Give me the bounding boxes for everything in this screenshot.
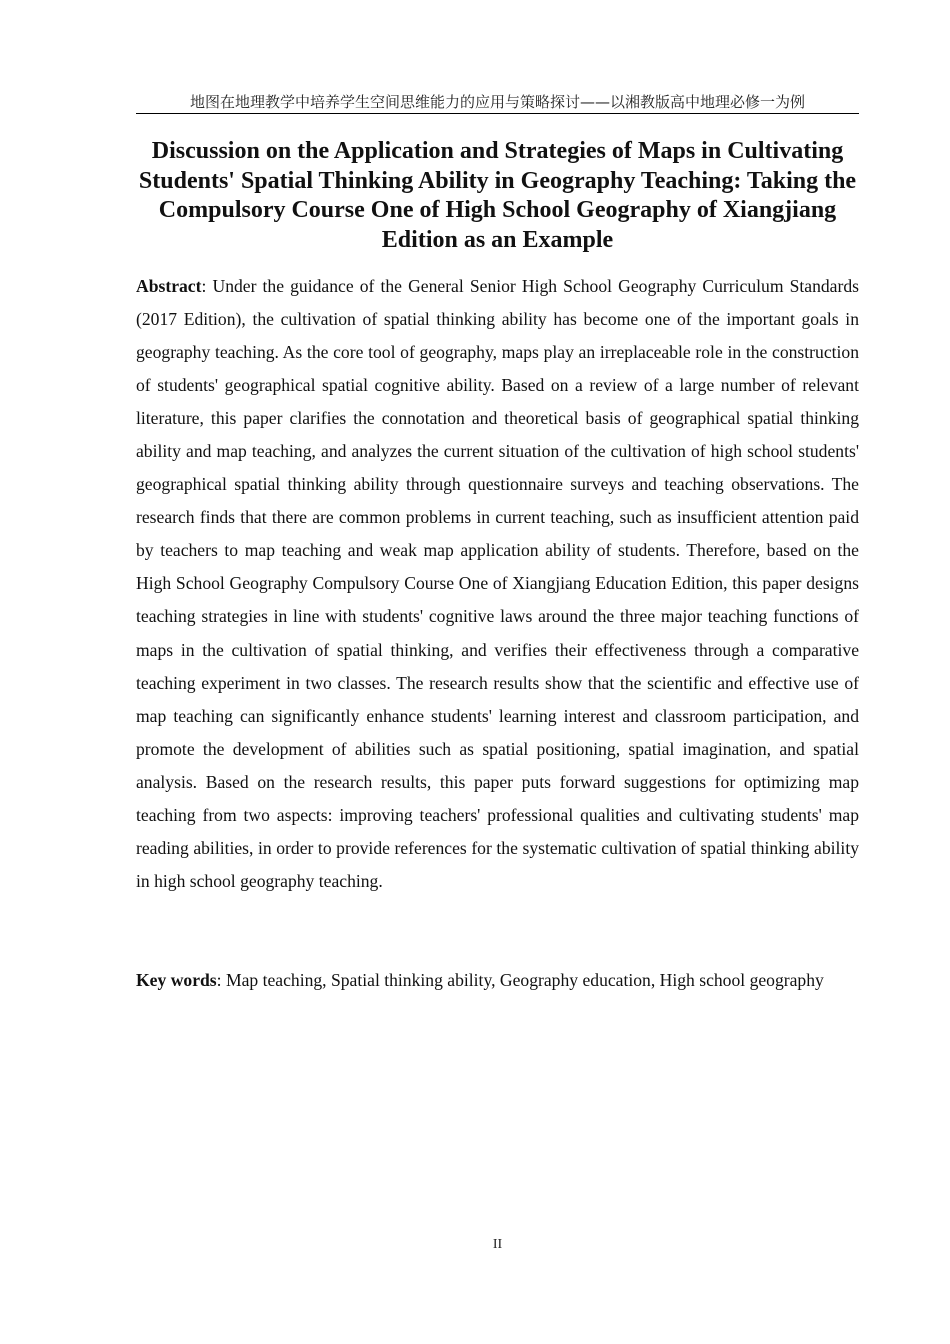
keywords-paragraph	[136, 964, 859, 997]
abstract-paragraph	[136, 270, 859, 898]
abstract-separator: :	[201, 276, 213, 296]
running-header: 地图在地理教学中培养学生空间思维能力的应用与策略探讨——以湘教版高中地理必修一为例	[136, 92, 859, 114]
paper-title: Discussion on the Application and Strategies of Maps in Cultivating Students' Spatial Thinking Ability in Geography Teaching: Taking the Compulsory Course One of High School Geography of Xiangjiang Edition as an Example	[138, 138, 857, 253]
keywords-label: Key words	[136, 970, 217, 990]
abstract-label: Abstract	[136, 276, 202, 296]
keywords-text: Map teaching, Spatial thinking ability, Geography education, High school geography	[225, 970, 824, 990]
page-number: II	[492, 1237, 503, 1252]
keywords-separator: :	[216, 970, 226, 990]
abstract-text: Under the guidance of the General Senior High School Geography Curriculum Standards (2017 Edition), the cultivation of spatial thinking ability has become one of the important goals in geography teaching. As the core tool of geography, maps play an irreplaceable role in the construction of students' geographical spatial cognitive ability. Based on a review of a large number of relevant literature, this paper clarifies the connotation and theoretical basis of geographical spatial thinking ability and map teaching, and analyzes the current situation of the cultivation of high school students' geographical spatial thinking ability through questionnaire surveys and teaching observations. The research finds that there are common problems in current teaching, such as insufficient attention paid by teachers to map teaching and weak map application ability of students. Therefore, based on the High School Geography Compulsory Course One of Xiangjiang Education Edition, this paper designs teaching strategies in line with students' cognitive laws around the three major teaching functions of maps in the cultivation of spatial thinking, and verifies their effectiveness through a comparative teaching experiment in two classes. The research results show that the scientific and effective use of map teaching can significantly enhance students' learning interest and classroom participation, and promote the development of abilities such as spatial positioning, spatial imagination, and spatial analysis. Based on the research results, this paper puts forward suggestions for optimizing map teaching from two aspects: improving teachers' professional qualities and cultivating students' map reading abilities, in order to provide references for the systematic cultivation of spatial thinking ability in high school geography teaching.	[136, 276, 859, 891]
